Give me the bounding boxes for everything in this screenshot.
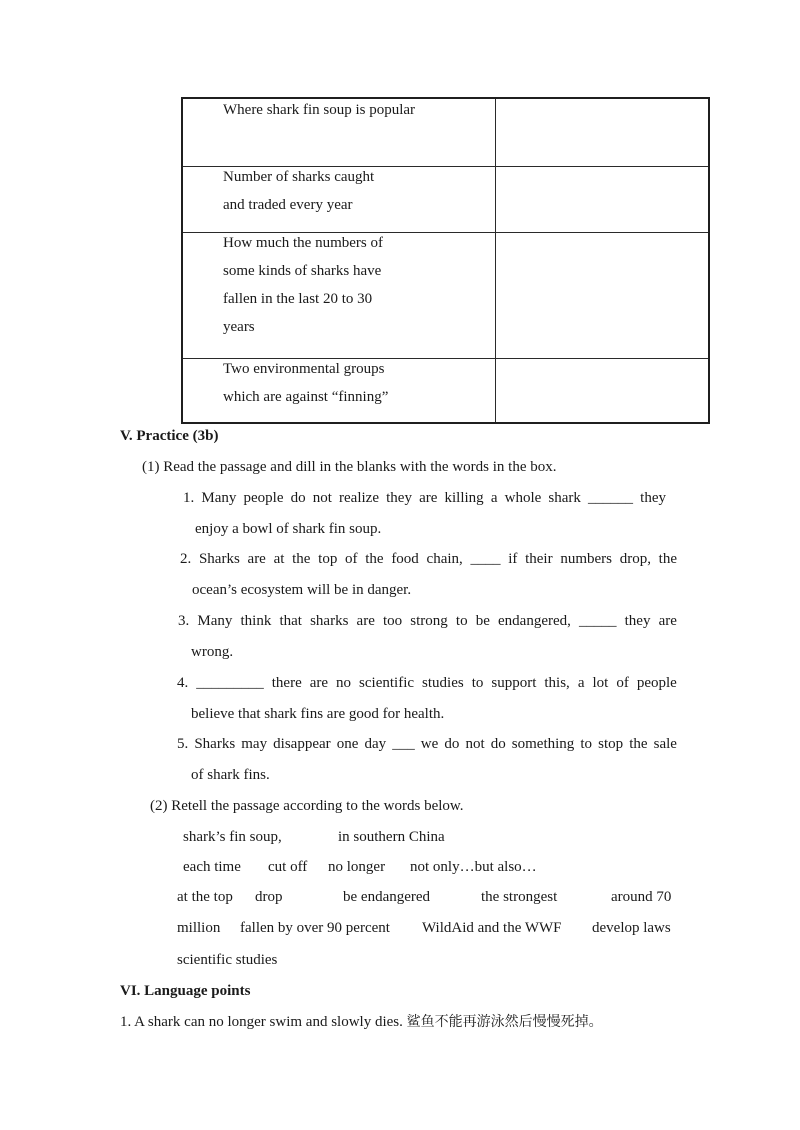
table-row-label [223, 229, 483, 341]
exercise-item-continuation: wrong. [191, 644, 234, 660]
table-cell-line: some kinds of sharks have [223, 263, 382, 279]
table-answer-cell[interactable] [496, 359, 708, 422]
word-bank-item: be endangered [343, 889, 431, 905]
table-cell-line: Where shark fin soup is popular [223, 102, 416, 118]
section-heading: V. Practice (3b) [120, 428, 219, 444]
word-bank-item: million [177, 920, 221, 936]
word-bank-item: cut off [268, 859, 308, 875]
word-bank-item: develop laws [592, 920, 671, 936]
table-row-label [223, 355, 483, 411]
exercise-item-continuation: enjoy a bowl of shark fin soup. [195, 521, 382, 537]
word-bank-item: fallen by over 90 percent [240, 920, 390, 936]
table-answer-cell[interactable] [496, 233, 708, 358]
word-bank-row [0, 827, 800, 847]
table-row-label [223, 96, 483, 124]
table-answer-cell[interactable] [496, 167, 708, 232]
word-bank-item: each time [183, 859, 241, 875]
exercise-item-continuation: believe that shark fins are good for health. [191, 706, 445, 722]
exercise-item-continuation: ocean’s ecosystem will be in danger. [192, 582, 412, 598]
word-bank-item: around 70 [611, 889, 672, 905]
table-row-label [223, 163, 483, 219]
word-bank-item: scientific studies [177, 952, 278, 968]
word-bank-row [0, 857, 800, 877]
table-cell-line: Two environmental groups [223, 361, 385, 377]
info-table [181, 97, 710, 424]
table-cell-line: and traded every year [223, 197, 353, 213]
part2-instruction: (2) Retell the passage according to the words below. [150, 798, 464, 814]
exercise-item-line: 4. _________ there are no scientific studies to support this, a lot of people [177, 675, 677, 691]
word-bank-item: drop [255, 889, 283, 905]
answer-blank[interactable]: _____ [579, 613, 617, 629]
exercise-item-line: 3. Many think that sharks are too strong to be endangered, _____ they are [178, 613, 677, 629]
table-cell-line: fallen in the last 20 to 30 [223, 291, 373, 307]
table-cell-line: years [223, 319, 255, 335]
word-bank-item: at the top [177, 889, 233, 905]
word-bank-item: in southern China [338, 829, 445, 845]
exercise-item-line: 2. Sharks are at the top of the food chain, ____ if their numbers drop, the [180, 551, 677, 567]
exercise-item-line: 5. Sharks may disappear one day ___ we do not do something to stop the sale [177, 736, 677, 752]
language-point [120, 1012, 603, 1032]
answer-blank[interactable]: ____ [470, 551, 501, 567]
word-bank-item: not only…but also… [410, 859, 537, 875]
table-cell-line: Number of sharks caught [223, 169, 375, 185]
table-cell-line: How much the numbers of [223, 235, 383, 251]
word-bank-item: no longer [328, 859, 386, 875]
word-bank-item: WildAid and the WWF [422, 920, 562, 936]
word-bank-item: shark’s fin soup, [183, 829, 282, 845]
answer-blank[interactable]: ______ [588, 490, 634, 506]
exercise-item-line: 1. Many people do not realize they are killing a whole shark ______ they [183, 490, 666, 506]
language-point-chinese: 鲨鱼不能再游泳然后慢慢死掉。 [406, 1014, 603, 1030]
table-answer-cell[interactable] [496, 99, 708, 166]
word-bank-row [0, 950, 800, 970]
answer-blank[interactable]: ___ [392, 736, 415, 752]
section-heading: VI. Language points [120, 983, 251, 999]
answer-blank[interactable]: _________ [196, 675, 264, 691]
language-point-english: 1. A shark can no longer swim and slowly dies. [120, 1014, 407, 1030]
word-bank-item: the strongest [481, 889, 558, 905]
table-cell-line: which are against “finning” [223, 389, 389, 405]
exercise-item-continuation: of shark fins. [191, 767, 270, 783]
part1-instruction: (1) Read the passage and dill in the blanks with the words in the box. [142, 459, 557, 475]
word-bank-row [0, 887, 800, 907]
word-bank-row [0, 918, 800, 938]
